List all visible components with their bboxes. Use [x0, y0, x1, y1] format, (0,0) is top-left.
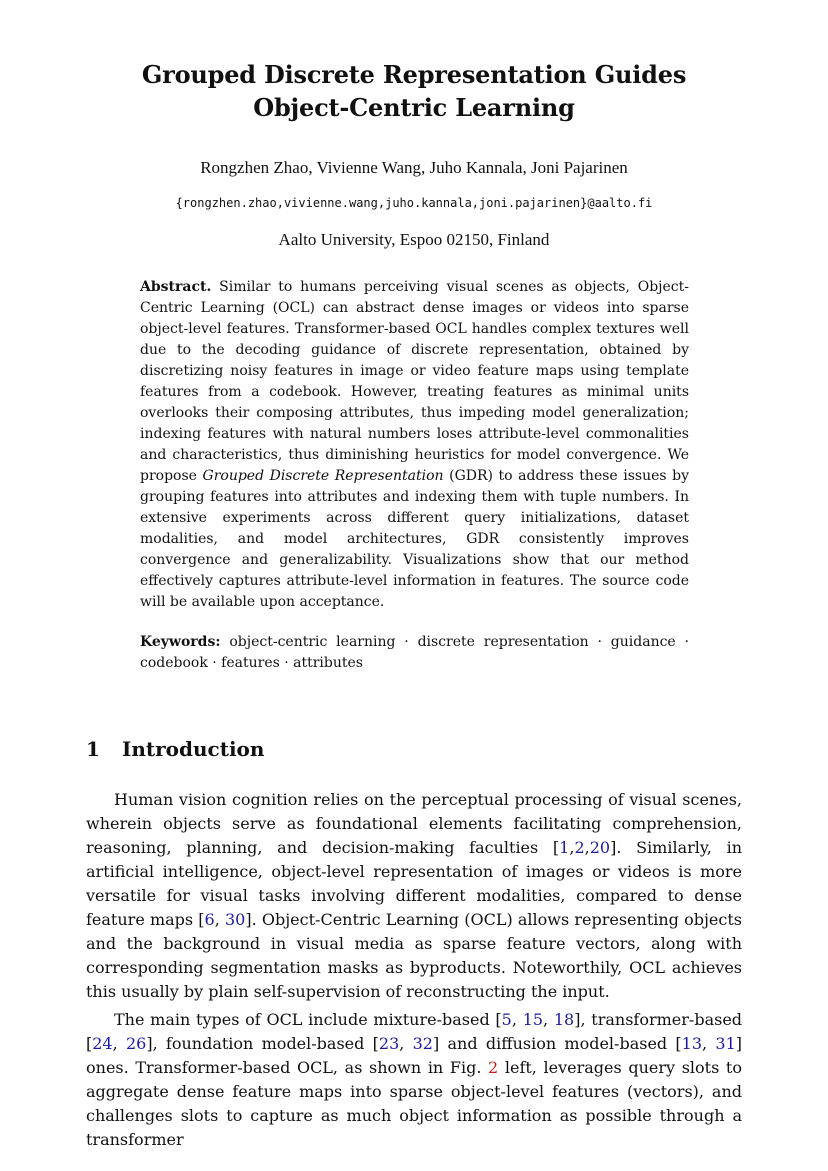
- paper-title: [0, 58, 828, 124]
- citation-link[interactable]: 18: [553, 1010, 575, 1029]
- abstract-label: Abstract.: [140, 279, 212, 295]
- citation-link[interactable]: 24: [92, 1034, 113, 1053]
- citation-link[interactable]: 32: [412, 1034, 433, 1053]
- text-run: The main types of OCL include mixture-based [: [114, 1010, 502, 1029]
- text-run: ,: [543, 1010, 554, 1029]
- section-number: 1: [86, 737, 100, 761]
- text-run: ], transformer-based [: [86, 1010, 743, 1053]
- citation-link[interactable]: 20: [589, 838, 611, 857]
- text-run: ,: [584, 838, 590, 857]
- citation-link[interactable]: 26: [125, 1034, 147, 1053]
- text-run: Human vision cognition relies on the perceptual processing of visual scenes, wherein objects serve as foundational elements facilitating comprehension, reasoning, planning, and decision-making faculties [: [86, 790, 742, 857]
- citation-link[interactable]: 31: [715, 1034, 736, 1053]
- body-text: [86, 788, 742, 1156]
- text-run: ] ones. Transformer-based OCL, as shown in Fig.: [86, 1034, 742, 1077]
- title-line-2: Object-Centric Learning: [253, 93, 575, 122]
- keywords-text: object-centric learning · discrete representation · guidance · codebook · features · attributes: [140, 634, 689, 671]
- abstract: [140, 277, 689, 613]
- citation-link[interactable]: 1: [559, 838, 570, 857]
- text-run: ,: [702, 1034, 716, 1053]
- keywords-label: Keywords:: [140, 634, 221, 650]
- citation-link[interactable]: 23: [378, 1034, 400, 1053]
- text-run: ,: [112, 1034, 126, 1053]
- paragraph-2: [86, 1008, 742, 1152]
- abstract-text-2: (GDR) to address these issues by grouping features into attributes and indexing them with tuple numbers. In extensive experiments across different query initializations, dataset modalities, and model architectures, GDR consistently improves convergence and generalizability. Visualizations show that our method effectively captures attribute-level information in features. The source code will be available upon acceptance.: [140, 468, 690, 610]
- text-run: ]. Similarly, in artificial intelligence, object-level representation of images or videos is more versatile for visual tasks involving different modalities, compared to dense feature maps [: [86, 838, 743, 929]
- section-heading: [86, 735, 264, 763]
- keywords: [140, 632, 689, 674]
- author-list: Rongzhen Zhao, Vivienne Wang, Juho Kannala, Joni Pajarinen: [200, 158, 628, 177]
- text-run: ], foundation model-based [: [146, 1034, 379, 1053]
- abstract-text-1: Similar to humans perceiving visual scenes as objects, Object-Centric Learning (OCL) can abstract dense images or videos into sparse object-level features. Transformer-based OCL handles complex textures well due to the decoding guidance of discrete representation, obtained by discretizing noisy features in image or video feature maps using template features from a codebook. However, treating features as minimal units overlooks their composing attributes, thus impeding model generalization; indexing features with natural numbers loses attribute-level commonalities and characteristics, thus diminishing heuristics for model convergence. We propose: [140, 279, 689, 484]
- author-emails: {rongzhen.zhao,vivienne.wang,juho.kannala,joni.pajarinen}@aalto.fi: [175, 196, 653, 210]
- text-run: ,: [399, 1034, 413, 1053]
- citation-link[interactable]: 15: [522, 1010, 544, 1029]
- text-run: ,: [511, 1010, 523, 1029]
- text-run: ] and diffusion model-based [: [432, 1034, 682, 1053]
- text-run: left, leverages query slots to aggregate dense feature maps into sparse object-level features (vectors), and challenges slots to capture as much object information as possible through a transformer: [86, 1058, 742, 1149]
- section-title: Introduction: [122, 737, 265, 761]
- figure-reference-link[interactable]: 2: [488, 1058, 499, 1077]
- paragraph-1: [86, 788, 742, 1004]
- citation-link[interactable]: 30: [225, 910, 246, 929]
- text-run: ,: [214, 910, 225, 929]
- citation-link[interactable]: 6: [204, 910, 215, 929]
- affiliation: Aalto University, Espoo 02150, Finland: [278, 230, 550, 249]
- abstract-method-name: Grouped Discrete Representation: [202, 468, 444, 484]
- citation-link[interactable]: 2: [574, 838, 585, 857]
- citation-link[interactable]: 13: [681, 1034, 703, 1053]
- text-run: ,: [569, 838, 575, 857]
- text-run: ]. Object-Centric Learning (OCL) allows representing objects and the background in visual media as sparse feature vectors, along with corresponding segmentation masks as byproducts. Noteworthily, OCL achieves this usually by plain self-supervision of reconstructing the input.: [86, 910, 743, 1001]
- title-line-1: Grouped Discrete Representation Guides: [141, 60, 687, 89]
- citation-link[interactable]: 5: [501, 1010, 512, 1029]
